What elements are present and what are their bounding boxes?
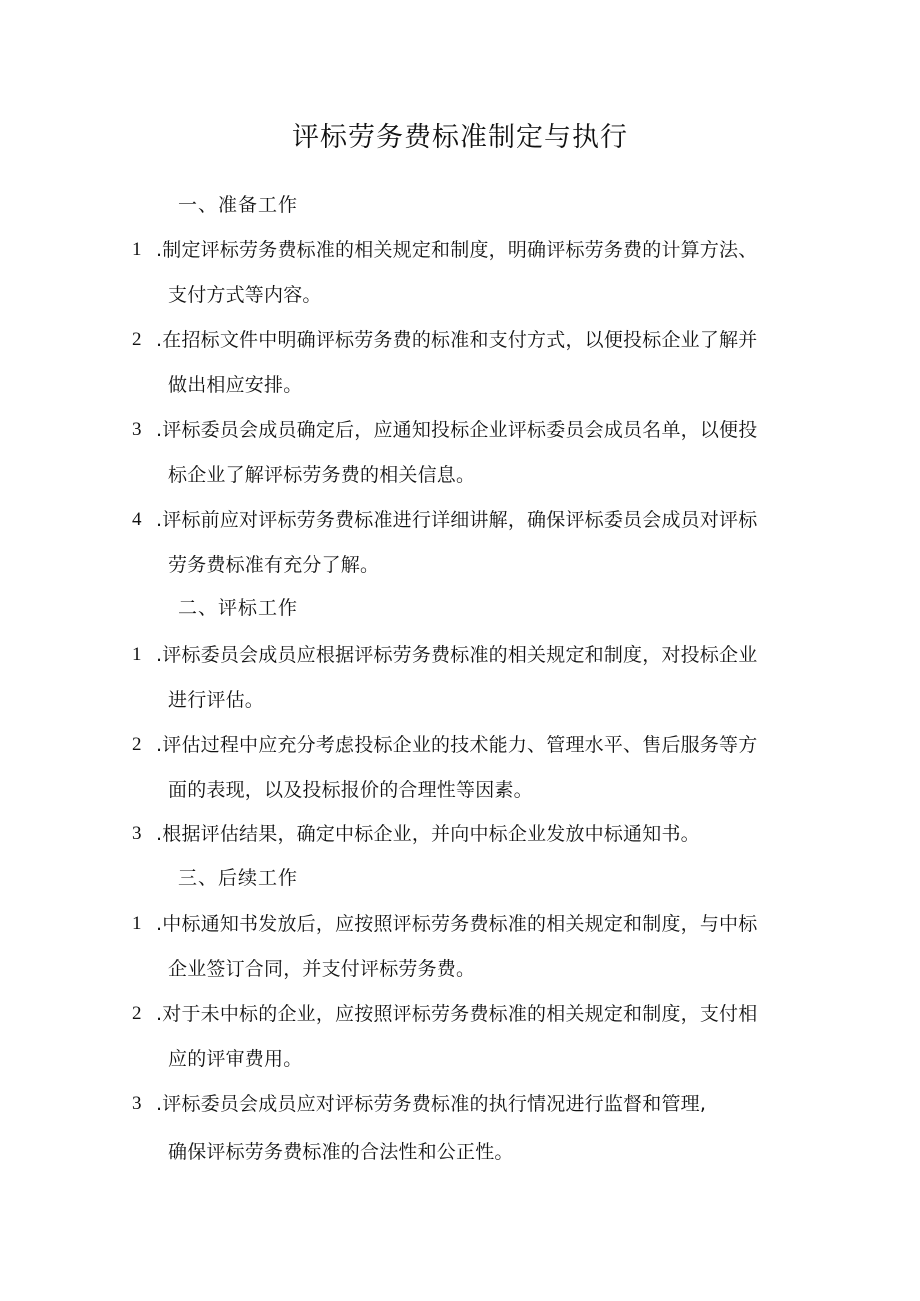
item-number: 3 xyxy=(132,823,142,844)
item-text-line: .根据评估结果，确定中标企业，并向中标企业发放中标通知书。 xyxy=(156,823,700,845)
item-number: 1 xyxy=(132,913,142,934)
item-text-continuation: 应的评审费用。 xyxy=(168,1048,303,1070)
section-heading-evaluation: 二、评标工作 xyxy=(178,597,299,619)
item-text-continuation: 确保评标劳务费标准的合法性和公正性。 xyxy=(168,1141,514,1163)
item-text-line: .评标委员会成员应对评标劳务费标准的执行情况进行监督和管理, xyxy=(156,1093,707,1115)
item-text-continuation: 标企业了解评标劳务费的相关信息。 xyxy=(168,464,476,486)
section-heading-follow-up: 三、后续工作 xyxy=(178,867,299,889)
item-number: 1 xyxy=(132,239,142,260)
item-text-continuation: 企业签订合同，并支付评标劳务费。 xyxy=(168,958,476,980)
item-text-line: .在招标文件中明确评标劳务费的标准和支付方式，以便投标企业了解并 xyxy=(156,329,758,351)
item-number: 2 xyxy=(132,734,142,755)
item-number: 3 xyxy=(132,419,142,440)
item-number: 2 xyxy=(132,329,142,350)
item-text-continuation: 支付方式等内容。 xyxy=(168,284,322,306)
item-text-continuation: 进行评估。 xyxy=(168,689,265,711)
item-number: 2 xyxy=(132,1003,142,1024)
item-text-line: .对于未中标的企业，应按照评标劳务费标准的相关规定和制度，支付相 xyxy=(156,1003,758,1025)
item-number: 1 xyxy=(132,644,142,665)
document-title: 评标劳务费标准制定与执行 xyxy=(292,122,628,153)
item-text-continuation: 劳务费标准有充分了解。 xyxy=(168,554,380,576)
item-text-line: .中标通知书发放后，应按照评标劳务费标准的相关规定和制度，与中标 xyxy=(156,913,758,935)
item-number: 4 xyxy=(132,509,142,530)
item-text-line: .评标委员会成员应根据评标劳务费标准的相关规定和制度，对投标企业 xyxy=(156,644,758,666)
item-text-line: .评标委员会成员确定后，应通知投标企业评标委员会成员名单，以便投 xyxy=(156,419,758,441)
item-text-continuation: 做出相应安排。 xyxy=(168,374,303,396)
item-number: 3 xyxy=(132,1093,142,1114)
item-text-line: .制定评标劳务费标准的相关规定和制度，明确评标劳务费的计算方法、 xyxy=(156,239,758,261)
section-heading-preparation: 一、准备工作 xyxy=(178,194,299,216)
item-text-line: .评标前应对评标劳务费标准进行详细讲解，确保评标委员会成员对评标 xyxy=(156,509,758,531)
item-text-line: .评估过程中应充分考虑投标企业的技术能力、管理水平、售后服务等方 xyxy=(156,734,758,756)
item-text-continuation: 面的表现，以及投标报价的合理性等因素。 xyxy=(168,779,533,801)
